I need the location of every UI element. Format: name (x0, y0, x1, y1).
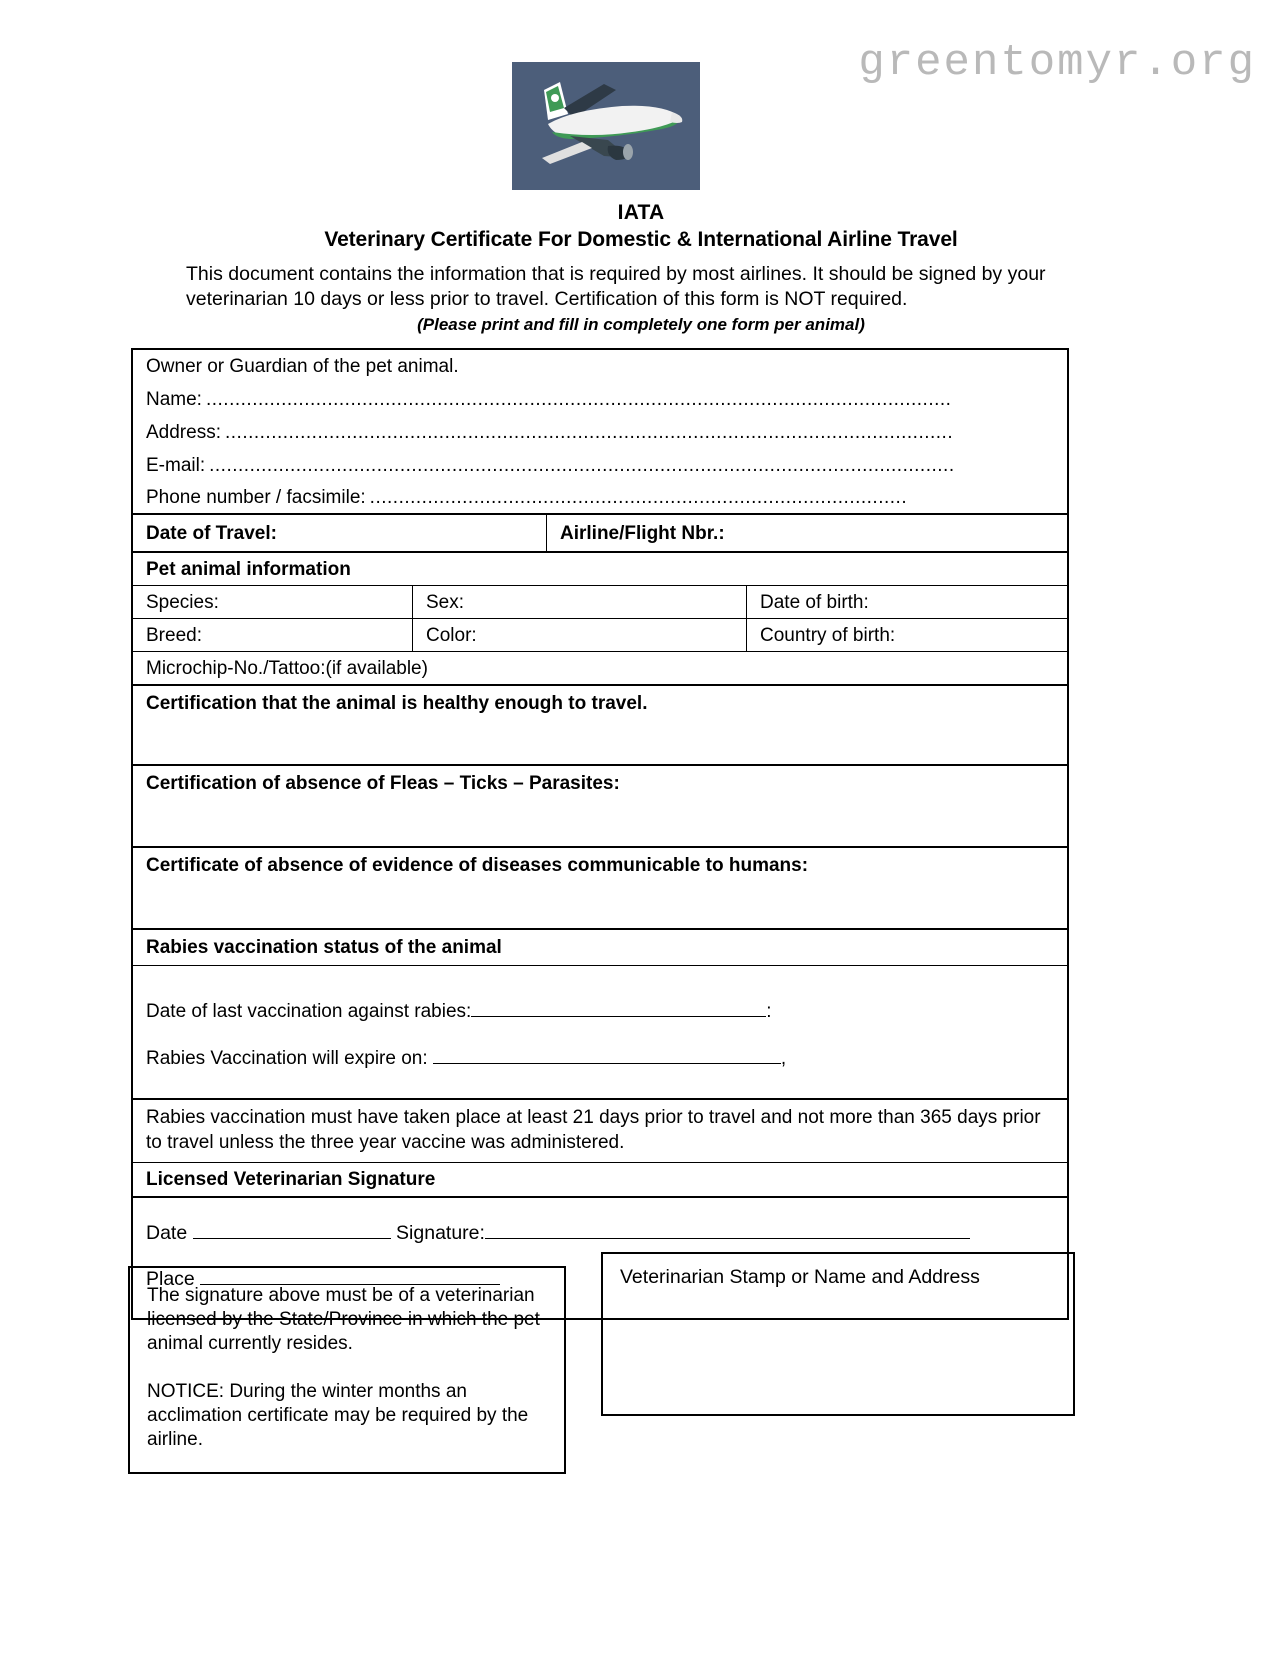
signature-date-label: Date (146, 1222, 188, 1244)
date-of-travel-field[interactable]: Date of Travel: (133, 515, 547, 551)
document-header (0, 200, 1282, 335)
rabies-last-vaccination-line[interactable] (146, 988, 1054, 1035)
veterinarian-stamp-box[interactable] (601, 1252, 1075, 1416)
breed-field[interactable]: Breed: (133, 619, 413, 651)
airline-logo (512, 62, 700, 190)
country-of-birth-field[interactable]: Country of birth: (760, 624, 896, 646)
date-of-birth-field[interactable]: Date of birth: (760, 591, 869, 613)
microchip-field[interactable]: Microchip-No./Tattoo:(if available) (146, 657, 428, 679)
certification-health-label: Certification that the animal is healthy enough to travel. (146, 693, 648, 714)
rabies-last-vaccination-input[interactable] (471, 999, 766, 1017)
site-watermark: greentomyr.org (858, 38, 1256, 88)
owner-phone-label: Phone number / facsimile: (146, 486, 366, 508)
rabies-body-row (133, 966, 1067, 1100)
notice-box (128, 1266, 566, 1474)
rabies-expire-line[interactable] (146, 1035, 1054, 1082)
rabies-expire-label: Rabies Vaccination will expire on: (146, 1048, 428, 1069)
notice-paragraph-1: The signature above must be of a veterinarian licensed by the State/Province in which the pet animal currently resides. (147, 1285, 540, 1354)
rabies-fields (133, 966, 1067, 1098)
owner-phone-input[interactable]: ............................................................................................. (369, 486, 908, 508)
owner-address-row[interactable] (133, 416, 1067, 449)
rabies-last-vaccination-label: Date of last vaccination against rabies: (146, 1001, 472, 1022)
notice-paragraph-2: NOTICE: During the winter months an acclimation certificate may be required by the airline. (147, 1381, 529, 1450)
sex-field[interactable]: Sex: (413, 586, 747, 618)
rabies-expire-suffix: , (780, 1048, 787, 1069)
signature-heading-row (133, 1163, 1067, 1198)
pet-row-1 (133, 586, 1067, 619)
certification-health-block[interactable] (133, 686, 1067, 766)
pet-row-2 (133, 619, 1067, 652)
rabies-note-text: Rabies vaccination must have taken place at least 21 days prior to travel and not more than 365 days prior to travel unless the three year vaccine was administered. (146, 1107, 1041, 1153)
species-field[interactable]: Species: (133, 586, 413, 618)
signature-section-heading: Licensed Veterinarian Signature (146, 1169, 436, 1190)
owner-section-heading-row (133, 350, 1067, 383)
page-title: Veterinary Certificate For Domestic & International Airline Travel (324, 228, 958, 251)
organization-name: IATA (617, 201, 665, 224)
travel-row (133, 515, 1067, 553)
owner-heading: Owner or Guardian of the pet animal. (146, 356, 459, 377)
veterinarian-stamp-label: Veterinarian Stamp or Name and Address (620, 1266, 980, 1288)
certification-communicable-label: Certificate of absence of evidence of diseases communicable to humans: (146, 855, 809, 876)
intro-paragraph: This document contains the information that is required by most airlines. It should be signed by your veterinarian 10 days or less prior to travel. Certification of this form is NOT required. (186, 263, 1046, 310)
certification-communicable-block[interactable] (133, 848, 1067, 930)
owner-name-input[interactable]: ................................................................................................................................. (205, 388, 952, 410)
pet-section-heading-row (133, 553, 1067, 586)
rabies-note-row (133, 1100, 1067, 1163)
print-instruction: (Please print and fill in completely one form per animal) (417, 315, 865, 334)
signature-date-line[interactable] (146, 1210, 1054, 1256)
rabies-expire-input[interactable] (433, 1046, 781, 1064)
owner-name-row[interactable] (133, 383, 1067, 416)
certification-parasites-label: Certification of absence of Fleas – Ticks – Parasites: (146, 773, 620, 794)
airplane-photo-icon (512, 62, 700, 190)
owner-email-label: E-mail: (146, 454, 206, 476)
owner-address-label: Address: (146, 421, 221, 443)
rabies-heading-row (133, 930, 1067, 966)
owner-phone-row[interactable] (133, 482, 1067, 515)
certificate-form (131, 348, 1069, 1320)
pet-info-heading: Pet animal information (146, 558, 351, 580)
owner-email-row[interactable] (133, 449, 1067, 482)
owner-address-input[interactable]: .............................................................................................................................. (224, 421, 954, 443)
place-label: Place (146, 1268, 195, 1290)
owner-name-label: Name: (146, 388, 202, 410)
owner-email-input[interactable]: ................................................................................................................................. (209, 454, 955, 476)
rabies-status-heading: Rabies vaccination status of the animal (146, 937, 502, 958)
signature-label: Signature: (396, 1222, 485, 1244)
color-field[interactable]: Color: (413, 619, 747, 651)
certification-parasites-block[interactable] (133, 766, 1067, 848)
microchip-row[interactable] (133, 652, 1067, 686)
rabies-last-vaccination-suffix: : (766, 1001, 772, 1022)
signature-date-input[interactable] (193, 1221, 391, 1239)
airline-flight-field[interactable]: Airline/Flight Nbr.: (560, 522, 725, 544)
signature-input[interactable] (485, 1221, 970, 1239)
